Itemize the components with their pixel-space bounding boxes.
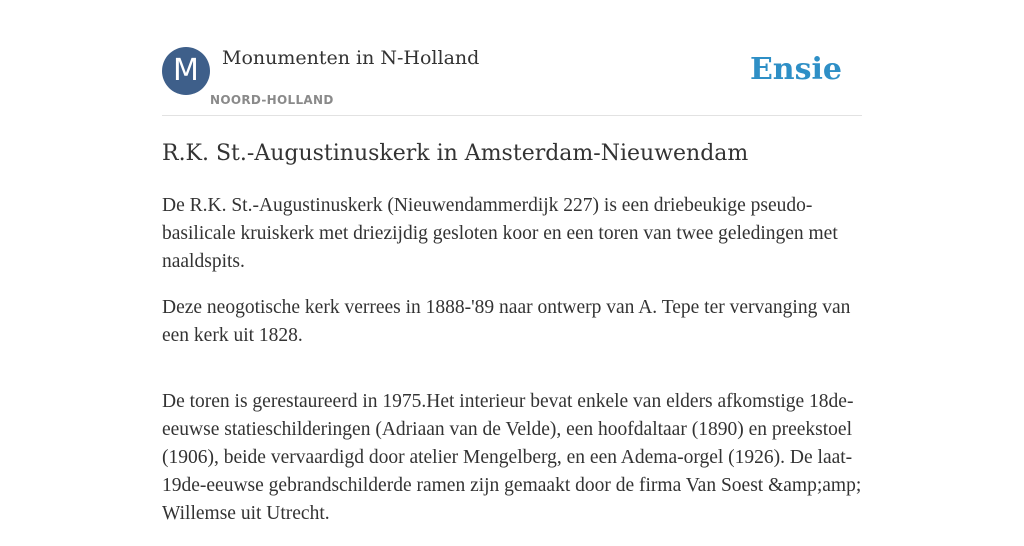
article-paragraph: De toren is gerestaureerd in 1975.Het interieur bevat enkele van elders afkomstige 18de-eeuwse statieschilderingen (Adriaan van de Velde), een hoofdaltaar (1890) en preekstoel (1906), beide vervaardigd door atelier Mengelberg, en een Adema-orgel (1926). De laat-19de-eeuwse gebrandschilderde ramen zijn gemaakt door de firma Van Soest &amp;amp; Willemse uit Utrecht. — [162, 391, 862, 524]
page — [162, 0, 862, 524]
ensie-logo[interactable]: Ensie — [749, 52, 842, 87]
article-title: R.K. St.-Augustinuskerk in Amsterdam-Nieuwendam — [162, 141, 749, 166]
article-body — [162, 192, 862, 546]
category-link[interactable]: NOORD-HOLLAND — [210, 93, 334, 107]
site-title-link[interactable]: Monumenten in N-Holland — [222, 47, 480, 69]
avatar[interactable]: M — [162, 47, 210, 95]
article-paragraph: Deze neogotische kerk verrees in 1888-'89 naar ontwerp van A. Tepe ter vervanging van een kerk uit 1828. — [162, 297, 851, 346]
header — [162, 0, 862, 116]
article-paragraph: De R.K. St.-Augustinuskerk (Nieuwendammerdijk 227) is een driebeukige pseudo-basilicale kruiskerk met driezijdig gesloten koor en een toren van twee geledingen met naaldspits. — [162, 195, 838, 272]
